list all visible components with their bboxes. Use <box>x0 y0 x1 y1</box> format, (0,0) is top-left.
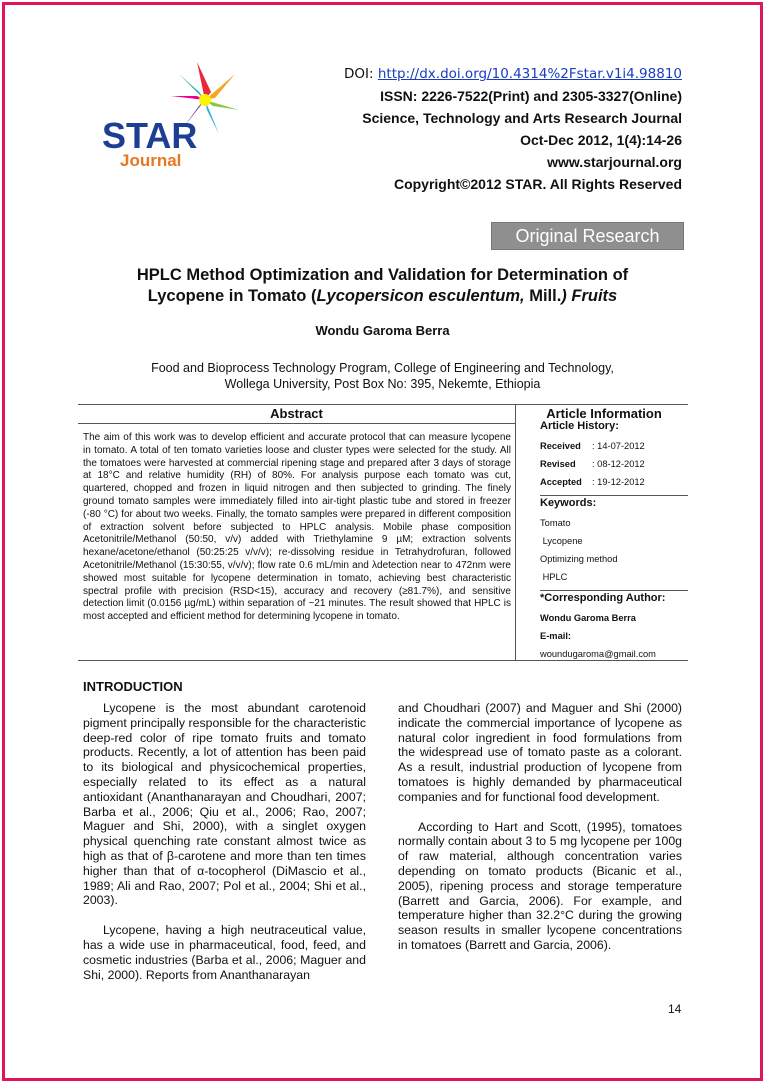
affiliation-line-2: Wollega University, Post Box No: 395, Nekemte, Ethiopia <box>224 377 541 391</box>
keyword: Lycopene <box>540 536 583 546</box>
history-label: Article History: <box>540 420 619 432</box>
paragraph: According to Hart and Scott, (1995), tomatoes normally contain about 3 to 5 mg lycopene per 100g of raw material, although concentration varies depending on tomato products (Bicanic et al., 2005), ripening process and storage temperature (Barrett and Garcia, 2006). For example, and temperature higher than 32.2°C during the growing season results in smaller lycopene concentrations in tomatoes (Barrett and Garcia, 2006). <box>398 819 682 952</box>
article-title <box>80 265 685 307</box>
keyword: Optimizing method <box>540 554 618 564</box>
article-info-heading: Article Information <box>546 406 662 421</box>
logo-word-star: STAR <box>102 115 198 156</box>
star-logo-icon <box>100 60 250 170</box>
revised-value: : 08-12-2012 <box>592 459 645 469</box>
keyword: HPLC <box>540 572 568 582</box>
email-label: E-mail: <box>540 631 571 641</box>
revised-row <box>540 455 688 473</box>
abstract-divider <box>515 404 516 661</box>
accepted-row <box>540 473 688 491</box>
title-part-b: Mill. <box>524 287 562 305</box>
abstract-top-rule <box>78 404 688 405</box>
accepted-value: : 19-12-2012 <box>592 477 645 487</box>
abstract-text: The aim of this work was to develop efficient and accurate protocol that can measure lycopene in tomato. A total of ten tomato varieties loose and cluster types were selected for the study. All the tomatoes were harvested at commercial ripening stage and prepared after 3 days of storage at 18°C and relative humidity (RH) of 80%. For analysis purpose each tomato was cut, quartered, chopped and frozen in liquid nitrogen and then subjected to grinding. The finely ground tomato samples were immediately filled into air-tight plastic tube and stored in freezer (-80 °C) for about two weeks. Finally, the tomato samples were prepared in different composition of extraction solvent before subjected to HPLC analysis. Mobile phase composition Acetonitrile/Methanol (50:50, v/v) added with Triethylamine 9 µM; extraction solvents hexane/acetone/ethanol (50:25:25 v/v/v); re-dissolving residue in Tetrahydrofuran, followed Acetonitrile/Methanol (15:30:55, v/v/v); flow rate 0.6 mL/min and λdetection near to 472nm were showed most suitable for lycopene determination in tomato, achieving best characteristic spectral profile with precision (RSD<15), accuracy and recovery (≥81.7%), and sensitive detection limit (0.0156 µg/mL) within separation of ~21 minutes. The result showed that HPLC is most accepted and efficient method for determining lycopene in tomato. <box>83 432 511 623</box>
right-column <box>398 701 682 953</box>
title-part-a: Lycopene in Tomato ( <box>147 287 317 305</box>
issn-line: ISSN: 2226-7522(Print) and 2305-3327(Online) <box>380 88 682 104</box>
title-part-c: ) Fruits <box>561 287 618 305</box>
article-info <box>540 420 688 663</box>
received-value: : 14-07-2012 <box>592 441 645 451</box>
issue-line: Oct-Dec 2012, 1(4):14-26 <box>520 132 682 148</box>
doi-line <box>344 66 682 82</box>
received-label: Received <box>540 441 581 451</box>
abstract-head-rule <box>78 423 515 424</box>
paragraph: and Choudhari (2007) and Maguer and Shi (2000) indicate the commercial importance of lycopene as natural color ingredient in food formulations from the widespread use of tomato paste as a colorant. As a result, industrial production of lycopene from tomatoes is highly demanded by pharmaceutical companies and for functional food development. <box>398 701 682 804</box>
affiliation-line-1: Food and Bioprocess Technology Program, College of Engineering and Technology, <box>151 361 614 375</box>
left-column <box>83 701 366 982</box>
doi-link[interactable]: http://dx.doi.org/10.4314%2Fstar.v1i4.98810 <box>377 66 682 82</box>
logo-word-journal: Journal <box>120 151 182 170</box>
title-line-1: HPLC Method Optimization and Validation for Determination of <box>136 266 629 284</box>
journal-header <box>344 66 682 195</box>
keyword: Tomato <box>540 518 571 528</box>
email-value: woundugaroma@gmail.com <box>540 649 656 659</box>
corresponding-name: Wondu Garoma Berra <box>540 613 636 623</box>
keywords-label: Keywords: <box>540 497 597 509</box>
title-line-2 <box>80 286 685 307</box>
title-species: Lycopersicon esculentum, <box>316 287 525 305</box>
author-name: Wondu Garoma Berra <box>315 323 450 338</box>
article-type-badge: Original Research <box>491 222 684 250</box>
copyright-line: Copyright©2012 STAR. All Rights Reserved <box>393 176 682 192</box>
received-row <box>540 437 688 455</box>
accepted-label: Accepted <box>540 477 582 487</box>
section-heading: INTRODUCTION <box>83 679 183 694</box>
corresponding-label: *Corresponding Author: <box>540 592 666 604</box>
journal-name: Science, Technology and Arts Research Journal <box>362 110 682 126</box>
website-line: www.starjournal.org <box>547 154 682 170</box>
paragraph: Lycopene, having a high neutraceutical value, has a wide use in pharmaceutical, food, feed, and cosmetic industries (Barba et al., 2006; Maguer and Shi, 2000). Reports from Ananthanarayan <box>83 923 366 982</box>
doi-prefix: DOI: <box>344 66 378 82</box>
revised-label: Revised <box>540 459 576 469</box>
page-number: 14 <box>668 1002 682 1016</box>
abstract-heading: Abstract <box>270 406 323 421</box>
paragraph: Lycopene is the most abundant carotenoid pigment principally responsible for the characteristic deep-red color of ripe tomato fruits and tomato products. Recently, a lot of attention has been paid to its biological and physicochemical properties, especially related to its effect as a natural antioxidant (Ananthanarayan and Choudhari, 2007; Barba et al., 2006; Qiu et al., 2006; Rao, 2007; Maguer and Shi, 2000), with a singlet oxygen physical quenching rate constant almost twice as high as that of β-carotene and more than ten times higher than that of α-tocopherol (DiMascio et al., 1989; Ali and Rao, 2007; Pol et al., 2004; Shi et al., 2003). <box>83 701 366 908</box>
star-journal-logo <box>100 60 250 170</box>
affiliation <box>80 360 685 392</box>
